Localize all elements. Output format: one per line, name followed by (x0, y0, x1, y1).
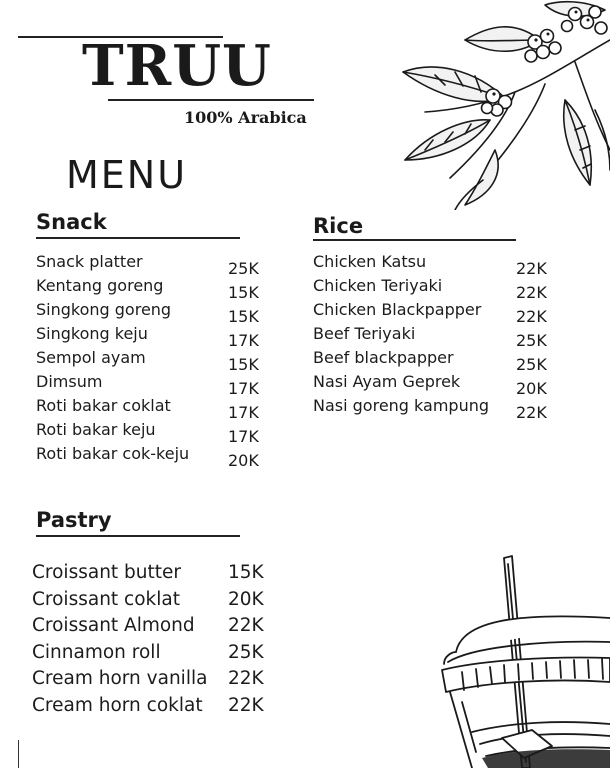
item-price: 17K (228, 427, 259, 446)
item-price: 17K (228, 403, 259, 422)
list-item (313, 370, 553, 398)
item-price: 20K (228, 588, 264, 610)
list-item (32, 613, 282, 640)
item-price: 20K (516, 379, 547, 398)
list-item (36, 298, 276, 326)
brand-name: TRUU (82, 33, 272, 99)
brand-tagline: 100% Arabica (184, 108, 307, 127)
list-item (36, 442, 276, 470)
item-price: 25K (228, 259, 259, 278)
pastry-list (32, 560, 282, 720)
list-item (313, 250, 553, 278)
corner-mark (18, 740, 19, 768)
item-name: Roti bakar keju (36, 420, 156, 439)
item-name: Snack platter (36, 252, 143, 271)
list-item (313, 274, 553, 302)
item-price: 22K (516, 307, 547, 326)
item-price: 15K (228, 307, 259, 326)
menu-title: MENU (66, 153, 188, 197)
snack-list (36, 250, 276, 470)
item-name: Beef Teriyaki (313, 324, 416, 343)
item-price: 15K (228, 355, 259, 374)
list-item (36, 418, 276, 446)
section-title-snack: Snack (36, 210, 107, 234)
item-price: 25K (516, 355, 547, 374)
list-item (36, 322, 276, 350)
item-price: 20K (228, 451, 259, 470)
item-name: Nasi goreng kampung (313, 396, 490, 415)
list-item (32, 560, 282, 587)
list-item (36, 394, 276, 422)
item-price: 25K (516, 331, 547, 350)
list-item (36, 370, 276, 398)
item-name: Singkong goreng (36, 300, 172, 319)
item-price: 15K (228, 562, 264, 583)
item-name: Sempol ayam (36, 348, 146, 367)
item-price: 22K (228, 615, 264, 637)
list-item (32, 693, 282, 720)
brand-bottom-rule (108, 99, 314, 101)
section-underline-rice (313, 239, 516, 241)
item-price: 22K (516, 403, 547, 422)
list-item (36, 250, 276, 278)
list-item (32, 666, 282, 693)
section-title-pastry: Pastry (36, 508, 112, 532)
item-name: Roti bakar cok-keju (36, 444, 190, 463)
item-name: Singkong keju (36, 324, 148, 343)
item-name: Croissant coklat (32, 588, 180, 610)
item-price: 25K (228, 641, 264, 663)
item-price: 17K (228, 379, 259, 398)
item-name: Roti bakar coklat (36, 396, 171, 415)
item-name: Cream horn coklat (32, 694, 203, 716)
list-item (313, 322, 553, 350)
section-underline-pastry (36, 535, 240, 537)
item-name: Croissant butter (32, 562, 182, 583)
item-name: Croissant Almond (32, 615, 195, 637)
item-price: 15K (228, 283, 259, 302)
item-price: 22K (228, 694, 264, 716)
item-name: Chicken Blackpapper (313, 300, 482, 319)
item-price: 17K (228, 331, 259, 350)
item-name: Chicken Teriyaki (313, 276, 443, 295)
item-name: Beef blackpapper (313, 348, 454, 367)
list-item (36, 274, 276, 302)
item-name: Cinnamon roll (32, 641, 161, 663)
item-name: Cream horn vanilla (32, 668, 208, 690)
item-name: Kentang goreng (36, 276, 164, 295)
item-name: Nasi Ayam Geprek (313, 372, 461, 391)
list-item (32, 587, 282, 614)
iced-coffee-cup-icon (432, 552, 610, 768)
list-item (313, 394, 553, 422)
item-name: Dimsum (36, 372, 103, 391)
list-item (313, 346, 553, 374)
item-name: Chicken Katsu (313, 252, 427, 271)
list-item (36, 346, 276, 374)
section-title-rice: Rice (313, 214, 364, 238)
list-item (32, 640, 282, 667)
item-price: 22K (516, 283, 547, 302)
item-price: 22K (516, 259, 547, 278)
list-item (313, 298, 553, 326)
rice-list (313, 250, 553, 422)
coffee-plant-icon (395, 0, 610, 210)
item-price: 22K (228, 668, 264, 690)
section-underline-snack (36, 237, 240, 239)
